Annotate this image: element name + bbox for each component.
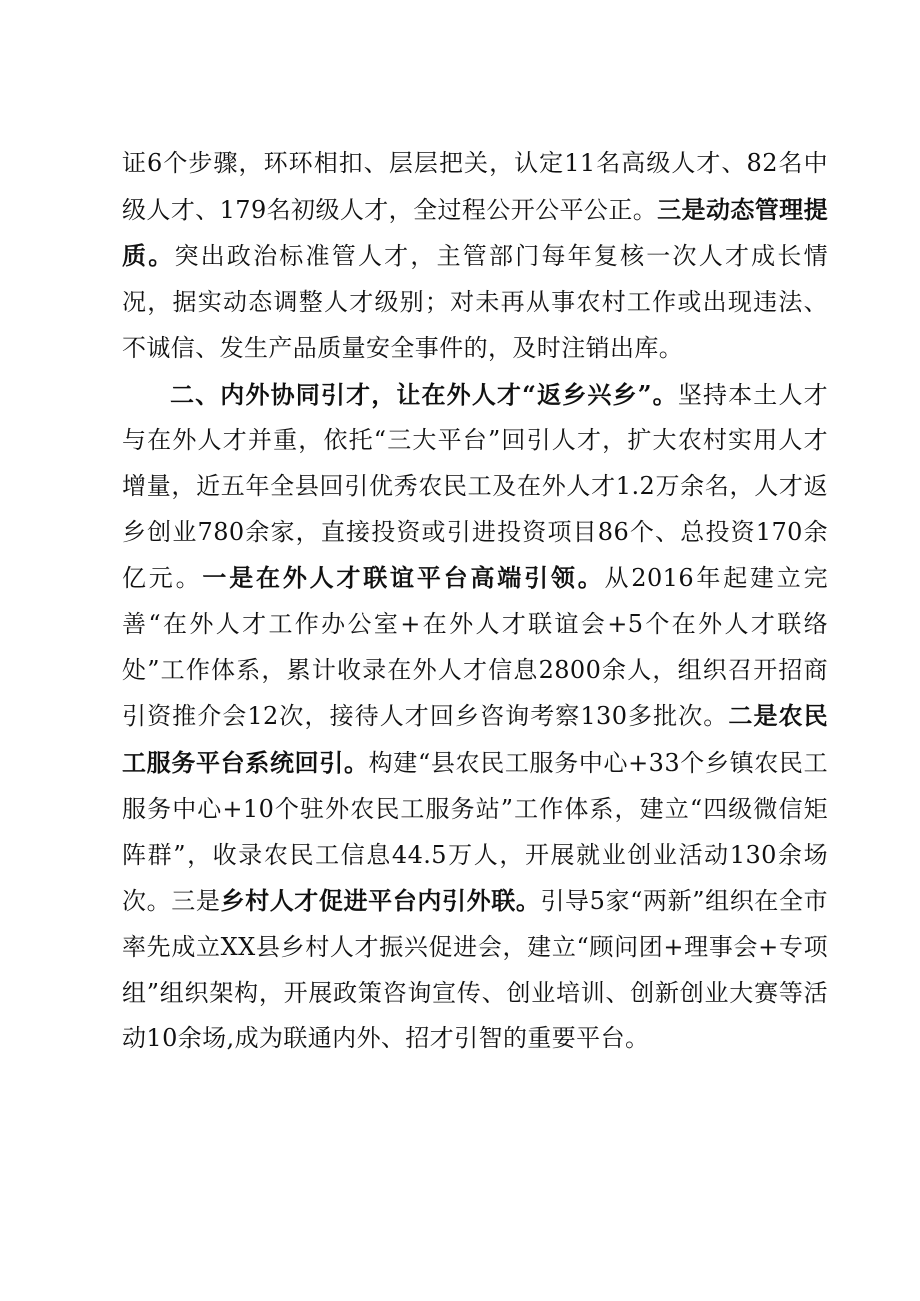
paragraph-text: 证6个步骤，环环相扣、层层把关，认定11名高级人才、82名中级人才、179名初级人才，全过程公开公平公正。	[122, 149, 828, 224]
bold-heading-platform-two: 二是农民工服务平台系统回引。	[122, 701, 828, 778]
document-body	[122, 141, 828, 1062]
paragraph-text: 突出政治标准管人才，主管部门每年复核一次人才成长情况，据实动态调整人才级别；对未再从事农村工作或出现违法、不诚信、发生产品质量安全事件的，及时注销出库。	[122, 242, 828, 362]
bold-heading-dynamic-management: 三是动态管理提质。	[122, 194, 828, 271]
bold-heading-platform-one: 一是在外人才联谊平台高端引领。	[202, 563, 605, 593]
paragraph-text: 三是	[171, 887, 221, 916]
paragraph-text: 引导5家“两新”组织在全市率先成立XX县乡村人才振兴促进会，建立“顾问团+理事会+专项组”组织架构，开展政策咨询宣传、创业培训、创新创业大赛等活动10余场,成为联通内外、招才引智的重要平台。	[122, 887, 828, 1053]
bold-heading-platform-three: 乡村人才促进平台内引外联。	[220, 886, 541, 916]
paragraph-attract-talent	[122, 372, 828, 1063]
paragraph-text: 坚持本土人才与在外人才并重，依托“三大平台”回引人才，扩大农村实用人才增量，近五年全县回引优秀农民工及在外人才1.2万余名，人才返乡创业780余家，直接投资或引进投资项目86个、总投资170余亿元。	[122, 380, 828, 593]
paragraph-text: 从2016年起建立完善“在外人才工作办公室+在外人才联谊会+5个在外人才联络处”工作体系，累计收录在外人才信息2800余人，组织召开招商引资推介会12次，接待人才回乡咨询考察130多批次。	[122, 564, 829, 731]
section-heading: 二、内外协同引才，让在外人才“返乡兴乡”。	[170, 379, 678, 409]
paragraph-text: 构建“县农民工服务中心+33个乡镇农民工服务中心+10个驻外农民工服务站”工作体系，建立“四级微信矩阵群”，收录农民工信息44.5万人，开展就业创业活动130余场次。	[122, 749, 828, 916]
paragraph-talent-management	[122, 141, 828, 372]
